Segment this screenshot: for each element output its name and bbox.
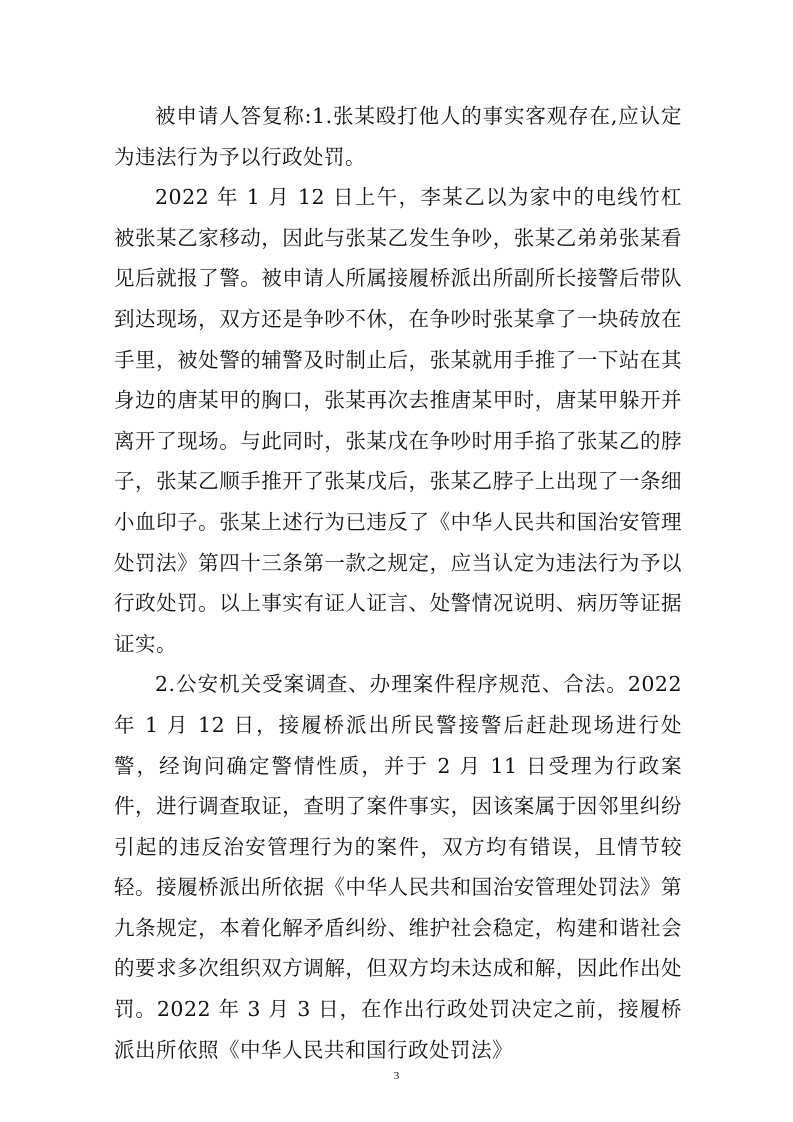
- paragraph-facts: 2022 年 1 月 12 日上午，李某乙以为家中的电线竹杠被张某乙家移动，因此与张某乙发生争吵，张某乙弟弟张某看见后就报了警。被申请人所属接履桥派出所副所长接警后带队到达现场，双方还是争吵不休，在争吵时张某拿了一块砖放在手里，被处警的辅警及时制止后，张某就用手推了一下站在其身边的唐某甲的胸口，张某再次去推唐某甲时，唐某甲躲开并离开了现场。与此同时，张某戊在争吵时用手掐了张某乙的脖子，张某乙顺手推开了张某戊后，张某乙脖子上出现了一条细小血印子。张某上述行为已违反了《中华人民共和国治安管理处罚法》第四十三条第一款之规定，应当认定为违法行为予以行政处罚。以上事实有证人证言、处警情况说明、病历等证据证实。: [114, 185, 682, 656]
- paragraph-procedure: 2.公安机关受案调查、办理案件程序规范、合法。2022 年 1 月 12 日，接履桥派出所民警接警后赶赴现场进行处警，经询问确定警情性质，并于 2 月 11 日受理为行政案件，进行调查取证，查明了案件事实，因该案属于因邻里纠纷引起的违反治安管理行为的案件，双方均有错误，且情节较轻。接履桥派出所依据《中华人民共和国治安管理处罚法》第九条规定，本着化解矛盾纠纷、维护社会稳定，构建和谐社会的要求多次组织双方调解，但双方均未达成和解，因此作出处罚。2022 年 3 月 3 日，在作出行政处罚决定之前，接履桥派出所依照《中华人民共和国行政处罚法》: [114, 672, 682, 1062]
- page-number: 3: [393, 1070, 400, 1082]
- paragraph-respondent-reply: 被申请人答复称:1.张某殴打他人的事实客观存在,应认定为违法行为予以行政处罚。: [114, 104, 682, 169]
- document-body: [114, 96, 682, 1070]
